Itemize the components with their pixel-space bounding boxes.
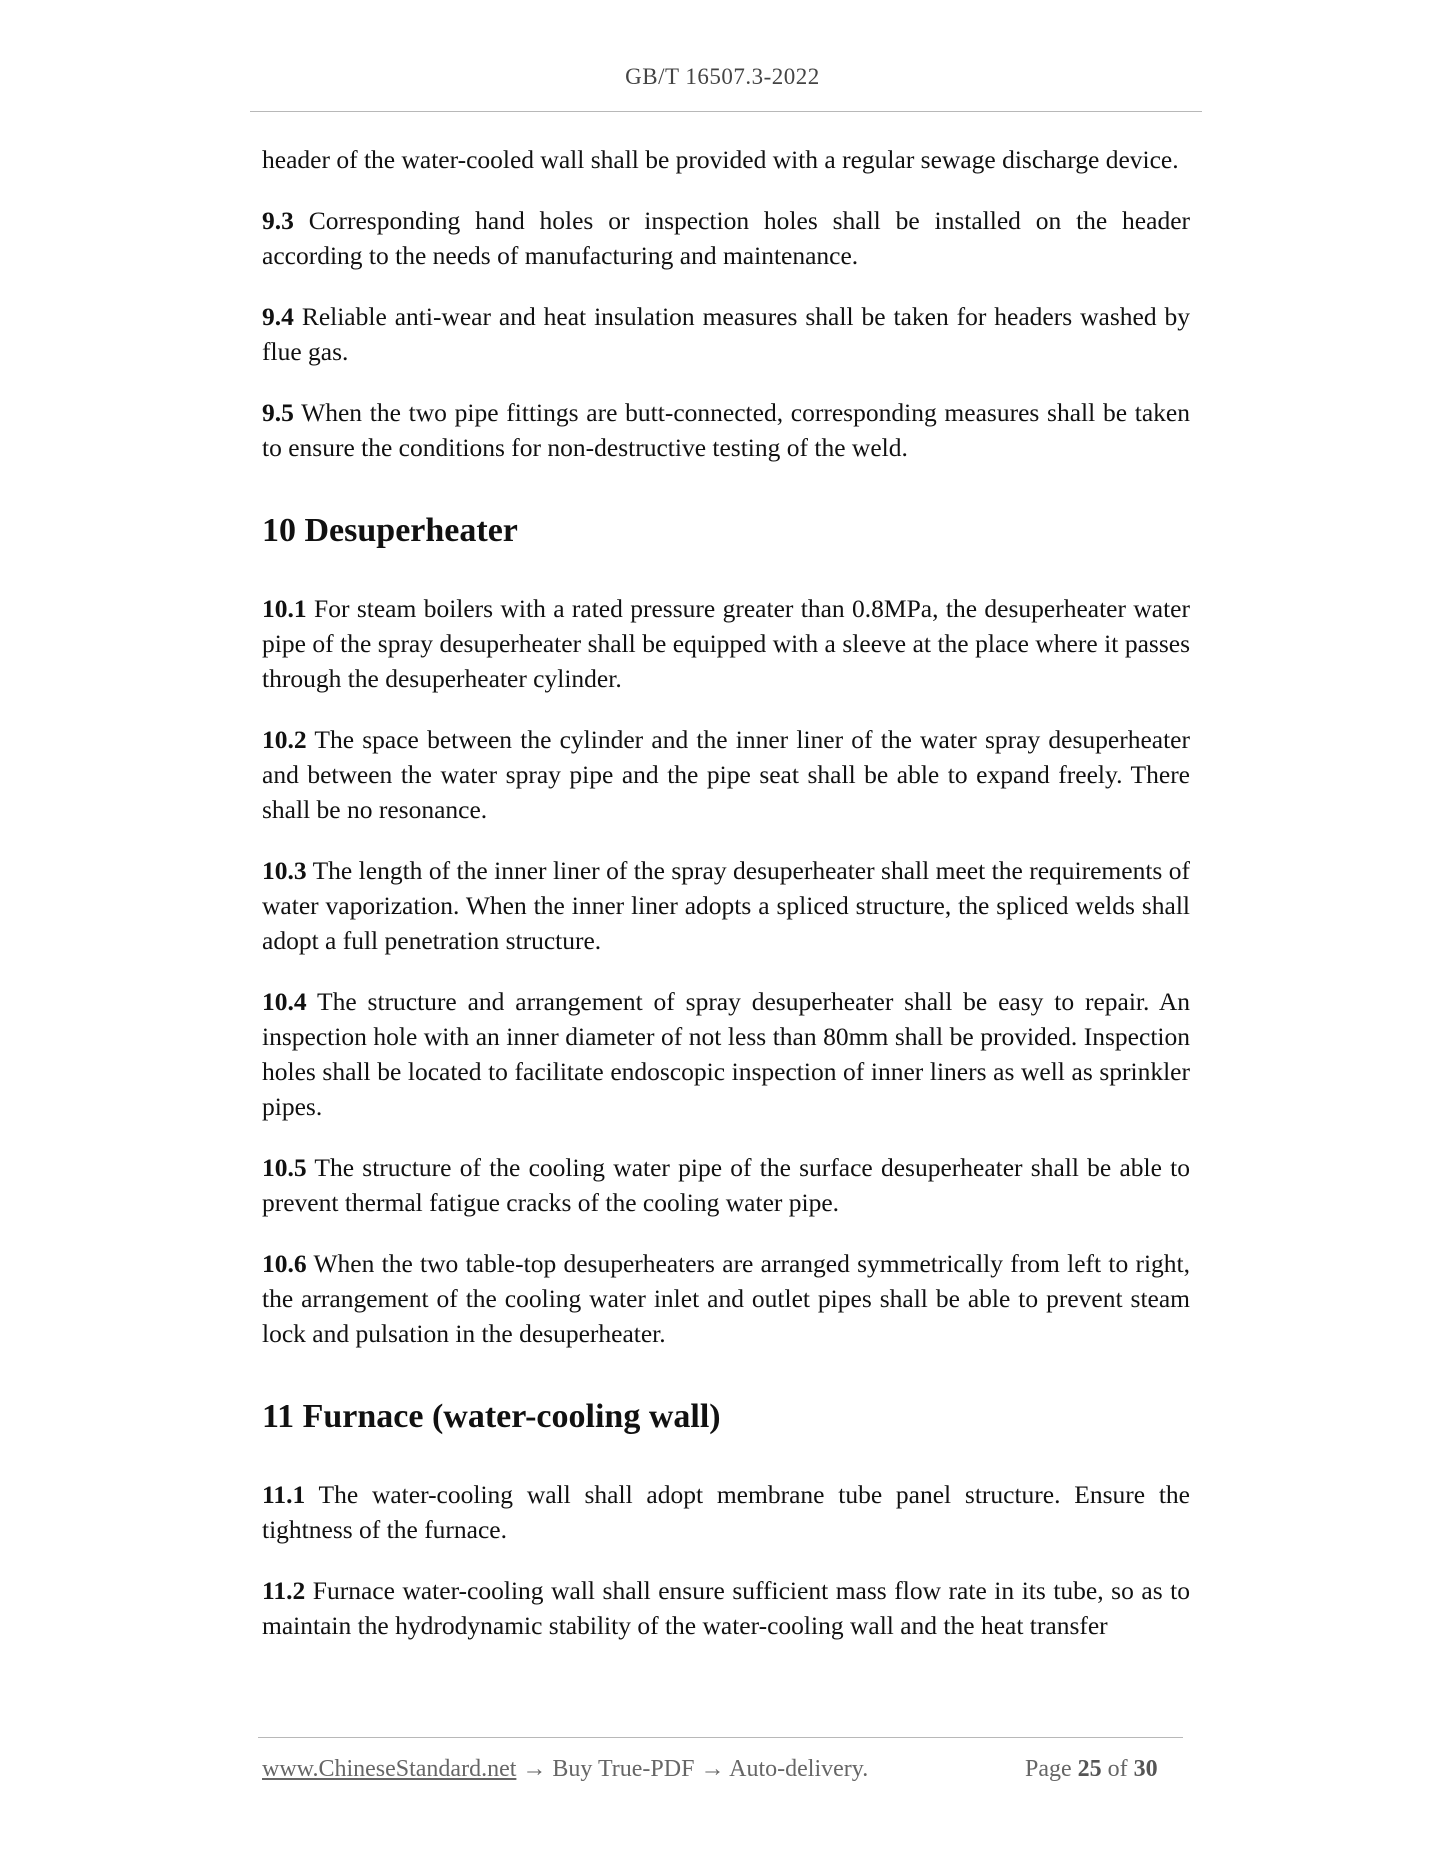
- footer-promo: [262, 1756, 868, 1783]
- clause-number: 10.3: [262, 856, 307, 885]
- clause-11-2: [262, 1573, 1190, 1643]
- clause-number: 11.1: [262, 1480, 306, 1509]
- clause-10-1: [262, 591, 1190, 696]
- total-pages: 30: [1133, 1756, 1158, 1782]
- clause-10-4: [262, 984, 1190, 1124]
- clause-text: When the two pipe fittings are butt-connected, corresponding measures shall be taken to ensure the conditions for non-destructive testing of the weld.: [262, 398, 1190, 462]
- clause-10-2: [262, 722, 1190, 827]
- clause-number: 9.4: [262, 302, 294, 331]
- delivery-text: Auto-delivery.: [729, 1756, 869, 1782]
- clause-number: 10.6: [262, 1249, 307, 1278]
- clause-number: 10.5: [262, 1153, 307, 1182]
- clause-text: The water-cooling wall shall adopt membrane tube panel structure. Ensure the tightness of the furnace.: [262, 1480, 1190, 1544]
- clause-number: 9.3: [262, 206, 294, 235]
- arrow-icon: →: [522, 1756, 547, 1782]
- clause-text: Reliable anti-wear and heat insulation measures shall be taken for headers washed by flue gas.: [262, 302, 1191, 366]
- clause-text: The structure and arrangement of spray desuperheater shall be easy to repair. An inspection hole with an inner diameter of not less than 80mm shall be provided. Inspection holes shall be located to facilitate endoscopic inspection of inner liners as well as sprinkler pipes.: [262, 987, 1190, 1121]
- clause-text: For steam boilers with a rated pressure greater than 0.8MPa, the desuperheater water pipe of the spray desuperheater shall be equipped with a sleeve at the place where it passes through the desuperheater cylinder.: [262, 594, 1190, 693]
- site-link[interactable]: www.ChineseStandard.net: [262, 1756, 517, 1782]
- page-indicator: [1025, 1756, 1158, 1783]
- page-number: 25: [1077, 1756, 1102, 1782]
- clause-text: The length of the inner liner of the spray desuperheater shall meet the requirements of water vaporization. When the inner liner adopts a spliced structure, the spliced welds shall adopt a full penetration structure.: [262, 856, 1190, 955]
- clause-9-3: [262, 203, 1190, 273]
- paragraph-continued: [262, 142, 1190, 177]
- page-label: Page: [1025, 1756, 1072, 1782]
- clause-11-1: [262, 1477, 1190, 1547]
- header-divider: [250, 111, 1202, 112]
- clause-9-4: [262, 299, 1190, 369]
- section-heading-10: 10 Desuperheater: [262, 512, 518, 549]
- arrow-icon: →: [700, 1756, 725, 1782]
- clause-9-5: [262, 395, 1190, 465]
- clause-text: The structure of the cooling water pipe of the surface desuperheater shall be able to prevent thermal fatigue cracks of the cooling water pipe.: [262, 1153, 1190, 1217]
- clause-text: The space between the cylinder and the inner liner of the water spray desuperheater and between the water spray pipe and the pipe seat shall be able to expand freely. There shall be no resonance.: [262, 725, 1190, 824]
- buy-text: Buy True-PDF: [552, 1756, 695, 1782]
- document-body: [262, 142, 1190, 1669]
- clause-number: 10.1: [262, 594, 307, 623]
- clause-10-5: [262, 1150, 1190, 1220]
- clause-10-6: [262, 1246, 1190, 1351]
- clause-text: When the two table-top desuperheaters are arranged symmetrically from left to right, the arrangement of the cooling water inlet and outlet pipes shall be able to prevent steam lock and pulsation in the desuperheater.: [262, 1249, 1190, 1348]
- clause-number: 10.4: [262, 987, 307, 1016]
- clause-text: Furnace water-cooling wall shall ensure sufficient mass flow rate in its tube, so as to maintain the hydrodynamic stability of the water-cooling wall and the heat transfer: [262, 1576, 1190, 1640]
- of-label: of: [1107, 1756, 1128, 1782]
- footer-divider: [258, 1737, 1183, 1738]
- clause-number: 10.2: [262, 725, 307, 754]
- page-header: GB/T 16507.3-2022: [625, 64, 820, 89]
- clause-10-3: [262, 853, 1190, 958]
- clause-number: 11.2: [262, 1576, 306, 1605]
- clause-text: Corresponding hand holes or inspection holes shall be installed on the header according to the needs of manufacturing and maintenance.: [262, 206, 1190, 270]
- section-heading-11: 11 Furnace (water-cooling wall): [262, 1398, 721, 1435]
- clause-number: 9.5: [262, 398, 294, 427]
- paragraph-text: header of the water-cooled wall shall be provided with a regular sewage discharge device.: [262, 145, 1179, 174]
